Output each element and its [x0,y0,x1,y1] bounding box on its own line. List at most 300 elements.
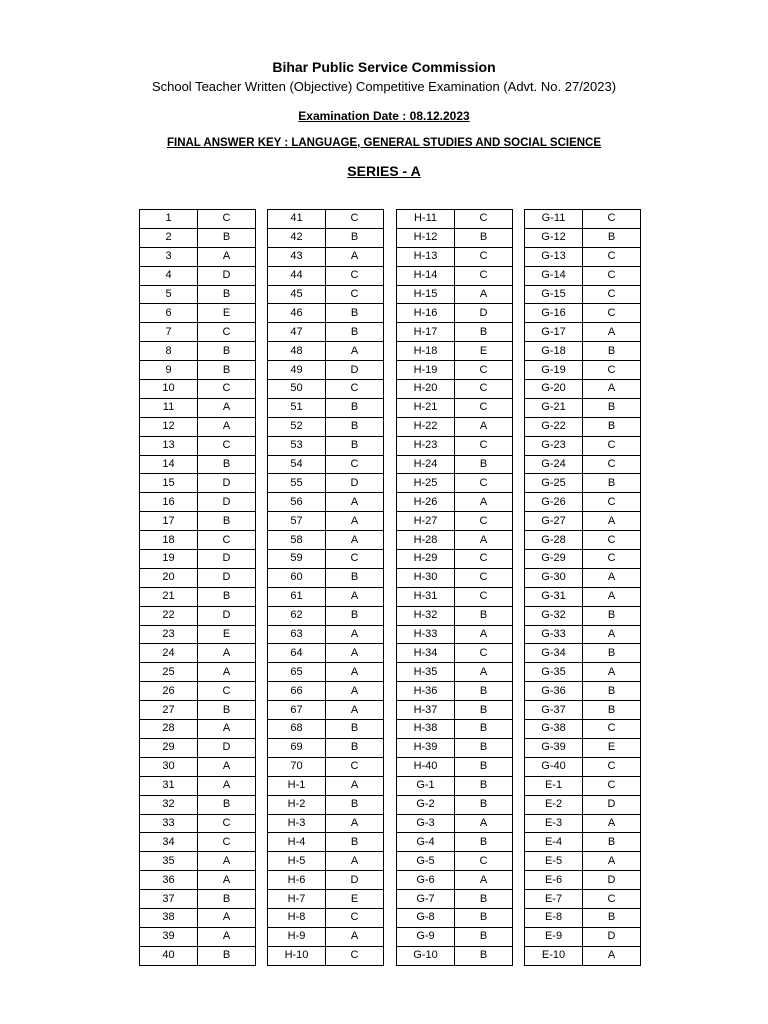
answer-option: B [326,228,384,247]
question-number: 67 [268,701,326,720]
answer-option: A [583,587,641,606]
answer-option: C [198,436,256,455]
table-row [140,738,256,757]
answer-option: B [455,776,513,795]
question-number: H-18 [397,342,455,361]
question-number: H-6 [268,871,326,890]
answer-option: A [326,701,384,720]
question-number: G-23 [525,436,583,455]
question-number: H-27 [397,512,455,531]
answer-option: C [326,380,384,399]
question-number: G-13 [525,247,583,266]
answer-option: A [455,871,513,890]
table-row [525,474,641,493]
question-number: 3 [140,247,198,266]
question-number: G-2 [397,795,455,814]
table-row [397,342,513,361]
table-row [397,417,513,436]
table-row [268,625,384,644]
answer-option: C [326,285,384,304]
table-row [140,606,256,625]
question-number: 22 [140,606,198,625]
answer-option: A [583,946,641,965]
answer-option: B [326,720,384,739]
answer-option: C [198,833,256,852]
table-row [397,455,513,474]
table-row [525,871,641,890]
question-number: G-33 [525,625,583,644]
question-number: 44 [268,266,326,285]
answer-option: C [455,247,513,266]
question-number: 32 [140,795,198,814]
table-row [140,757,256,776]
table-row [397,720,513,739]
answer-option: A [198,908,256,927]
question-number: H-26 [397,493,455,512]
table-row [525,550,641,569]
table-row [525,682,641,701]
answer-option: A [326,587,384,606]
question-number: G-8 [397,908,455,927]
question-number: H-13 [397,247,455,266]
answer-option: A [198,871,256,890]
question-number: 46 [268,304,326,323]
question-number: 6 [140,304,198,323]
question-number: 59 [268,550,326,569]
question-number: 53 [268,436,326,455]
question-number: G-24 [525,455,583,474]
answer-option: C [583,757,641,776]
answer-option: B [455,701,513,720]
answer-option: B [455,946,513,965]
table-row [140,474,256,493]
table-row [140,531,256,550]
question-number: G-21 [525,398,583,417]
table-row [140,663,256,682]
table-row [140,398,256,417]
question-number: 68 [268,720,326,739]
answer-option: B [326,738,384,757]
answer-option: C [583,776,641,795]
answer-option: C [583,493,641,512]
question-number: 17 [140,512,198,531]
answer-option: B [455,890,513,909]
answer-option: A [583,512,641,531]
question-number: 19 [140,550,198,569]
question-number: 47 [268,323,326,342]
answer-option: A [326,342,384,361]
question-number: G-19 [525,361,583,380]
question-number: 31 [140,776,198,795]
answer-option: C [198,210,256,229]
answer-option: B [326,323,384,342]
question-number: H-21 [397,398,455,417]
question-number: 25 [140,663,198,682]
table-row [268,550,384,569]
answer-option: C [326,908,384,927]
table-row [268,512,384,531]
answer-option: A [455,493,513,512]
answer-option: B [455,682,513,701]
answer-option: D [198,493,256,512]
table-row [525,228,641,247]
question-number: 34 [140,833,198,852]
question-number: 57 [268,512,326,531]
question-number: 26 [140,682,198,701]
answer-option: B [583,398,641,417]
question-number: G-29 [525,550,583,569]
table-row [525,531,641,550]
table-row [268,833,384,852]
table-row [268,606,384,625]
question-number: H-40 [397,757,455,776]
question-number: 16 [140,493,198,512]
table-row [525,927,641,946]
table-row [397,285,513,304]
answer-option: B [455,795,513,814]
table-row [525,606,641,625]
answer-option: B [583,644,641,663]
table-row [140,795,256,814]
table-row [140,323,256,342]
question-number: H-8 [268,908,326,927]
question-number: 10 [140,380,198,399]
table-row [268,531,384,550]
answer-option: A [198,776,256,795]
table-row [268,890,384,909]
question-number: G-20 [525,380,583,399]
question-number: H-32 [397,606,455,625]
question-number: G-16 [525,304,583,323]
table-row [397,738,513,757]
table-row [140,701,256,720]
table-row [140,568,256,587]
table-row [525,776,641,795]
table-row [140,927,256,946]
table-row [525,625,641,644]
table-row [140,493,256,512]
question-number: 64 [268,644,326,663]
answer-option: B [455,455,513,474]
question-number: H-29 [397,550,455,569]
question-number: 42 [268,228,326,247]
table-row [268,814,384,833]
table-row [525,323,641,342]
question-number: 24 [140,644,198,663]
question-number: G-35 [525,663,583,682]
answer-column-2 [267,209,384,966]
table-row [140,417,256,436]
answer-option: B [198,946,256,965]
table-row [525,266,641,285]
table-row [140,587,256,606]
table-row [525,342,641,361]
question-number: H-15 [397,285,455,304]
answer-option: C [455,550,513,569]
table-row [140,342,256,361]
answer-option: D [326,361,384,380]
question-number: G-3 [397,814,455,833]
table-row [140,512,256,531]
question-number: G-38 [525,720,583,739]
answer-option: C [455,512,513,531]
answer-option: C [583,247,641,266]
table-row [268,417,384,436]
answer-option: C [583,890,641,909]
answer-option: B [455,833,513,852]
answer-option: B [455,606,513,625]
table-row [397,927,513,946]
question-number: H-25 [397,474,455,493]
table-row [397,436,513,455]
table-row [397,871,513,890]
answer-option: B [326,795,384,814]
question-number: G-31 [525,587,583,606]
table-row [397,568,513,587]
table-row [525,398,641,417]
table-row [397,361,513,380]
answer-option: B [198,361,256,380]
answer-option: D [455,304,513,323]
question-number: G-5 [397,852,455,871]
question-number: G-32 [525,606,583,625]
answer-option: E [455,342,513,361]
question-number: H-11 [397,210,455,229]
answer-option: C [455,398,513,417]
answer-option: B [583,701,641,720]
answer-option: B [198,701,256,720]
answer-option: C [326,455,384,474]
question-number: E-2 [525,795,583,814]
answer-option: A [583,568,641,587]
answer-option: E [198,625,256,644]
table-row [525,417,641,436]
answer-option: D [198,738,256,757]
question-number: 33 [140,814,198,833]
table-row [525,361,641,380]
question-number: H-30 [397,568,455,587]
answer-option: A [198,927,256,946]
answer-option: A [583,323,641,342]
answer-option: B [455,757,513,776]
answer-option: B [326,304,384,323]
question-number: G-1 [397,776,455,795]
table-row [268,493,384,512]
table-row [525,380,641,399]
answer-option: C [326,266,384,285]
question-number: 11 [140,398,198,417]
answer-option: B [198,228,256,247]
question-number: H-9 [268,927,326,946]
question-number: H-28 [397,531,455,550]
table-row [397,682,513,701]
question-number: H-38 [397,720,455,739]
question-number: H-2 [268,795,326,814]
answer-option: B [583,228,641,247]
table-row [268,720,384,739]
question-number: G-6 [397,871,455,890]
answer-option: B [326,833,384,852]
answer-option: B [198,512,256,531]
answer-option: B [198,587,256,606]
question-number: E-9 [525,927,583,946]
question-number: G-26 [525,493,583,512]
question-number: G-22 [525,417,583,436]
table-row [525,304,641,323]
table-row [140,247,256,266]
table-row [268,455,384,474]
table-row [525,285,641,304]
series-label: SERIES - A [347,163,421,179]
question-number: 37 [140,890,198,909]
question-number: 49 [268,361,326,380]
table-row [397,795,513,814]
question-number: H-19 [397,361,455,380]
answer-option: D [583,795,641,814]
question-number: G-27 [525,512,583,531]
question-number: G-40 [525,757,583,776]
org-title: Bihar Public Service Commission [272,59,496,75]
answer-option: C [326,550,384,569]
question-number: 39 [140,927,198,946]
question-number: H-4 [268,833,326,852]
answer-option: A [326,493,384,512]
question-number: H-7 [268,890,326,909]
question-number: 65 [268,663,326,682]
question-number: H-17 [397,323,455,342]
table-row [268,927,384,946]
answer-table [396,209,513,966]
question-number: H-33 [397,625,455,644]
question-number: E-5 [525,852,583,871]
table-row [268,738,384,757]
question-number: G-9 [397,927,455,946]
table-row [268,266,384,285]
table-row [397,814,513,833]
question-number: E-10 [525,946,583,965]
answer-column-4 [524,209,641,966]
answer-column-3 [396,209,513,966]
question-number: G-15 [525,285,583,304]
question-number: H-16 [397,304,455,323]
question-number: H-24 [397,455,455,474]
question-number: H-34 [397,644,455,663]
question-number: G-37 [525,701,583,720]
question-number: 40 [140,946,198,965]
answer-option: B [455,323,513,342]
table-row [397,908,513,927]
answer-option: C [583,304,641,323]
question-number: H-10 [268,946,326,965]
question-number: 28 [140,720,198,739]
table-row [525,833,641,852]
answer-option: A [326,852,384,871]
table-row [525,946,641,965]
exam-subtitle: School Teacher Written (Objective) Competitive Examination (Advt. No. 27/2023) [151,79,617,94]
table-row [525,852,641,871]
answer-option: B [198,890,256,909]
answer-option: C [455,644,513,663]
table-row [525,720,641,739]
answer-option: C [583,455,641,474]
answer-option: B [455,738,513,757]
answer-option: C [455,380,513,399]
table-row [268,285,384,304]
exam-date: Examination Date : 08.12.2023 [298,109,470,123]
table-row [268,304,384,323]
answer-option: C [583,285,641,304]
table-row [140,890,256,909]
question-number: H-3 [268,814,326,833]
question-number: H-23 [397,436,455,455]
table-row [397,474,513,493]
question-number: E-7 [525,890,583,909]
table-row [268,871,384,890]
answer-option: B [326,436,384,455]
answer-option: C [198,323,256,342]
answer-table [524,209,641,966]
table-row [397,247,513,266]
answer-option: A [326,682,384,701]
table-row [268,398,384,417]
table-row [140,852,256,871]
answer-option: A [198,644,256,663]
table-row [397,833,513,852]
table-row [525,568,641,587]
answer-option: A [198,398,256,417]
answer-option: D [198,550,256,569]
question-number: H-14 [397,266,455,285]
answer-option: B [583,342,641,361]
answer-option: C [198,380,256,399]
table-row [525,738,641,757]
question-number: 23 [140,625,198,644]
question-number: G-10 [397,946,455,965]
table-row [525,493,641,512]
table-row [525,210,641,229]
answer-option: D [583,871,641,890]
answer-option: B [583,682,641,701]
question-number: 62 [268,606,326,625]
answer-option: C [198,531,256,550]
table-row [268,587,384,606]
question-number: G-12 [525,228,583,247]
table-row [268,946,384,965]
question-number: 63 [268,625,326,644]
table-row [140,946,256,965]
table-row [140,266,256,285]
table-row [268,644,384,663]
table-row [397,380,513,399]
answer-option: C [198,814,256,833]
question-number: 29 [140,738,198,757]
table-row [268,247,384,266]
answer-option: C [455,587,513,606]
question-number: G-28 [525,531,583,550]
question-number: 4 [140,266,198,285]
answer-option: B [326,606,384,625]
answer-table [267,209,384,966]
answer-option: B [326,417,384,436]
table-row [397,228,513,247]
answer-option: A [326,814,384,833]
answer-option: A [326,776,384,795]
table-row [525,757,641,776]
question-number: G-7 [397,890,455,909]
table-row [397,946,513,965]
answer-option: E [326,890,384,909]
table-row [397,531,513,550]
